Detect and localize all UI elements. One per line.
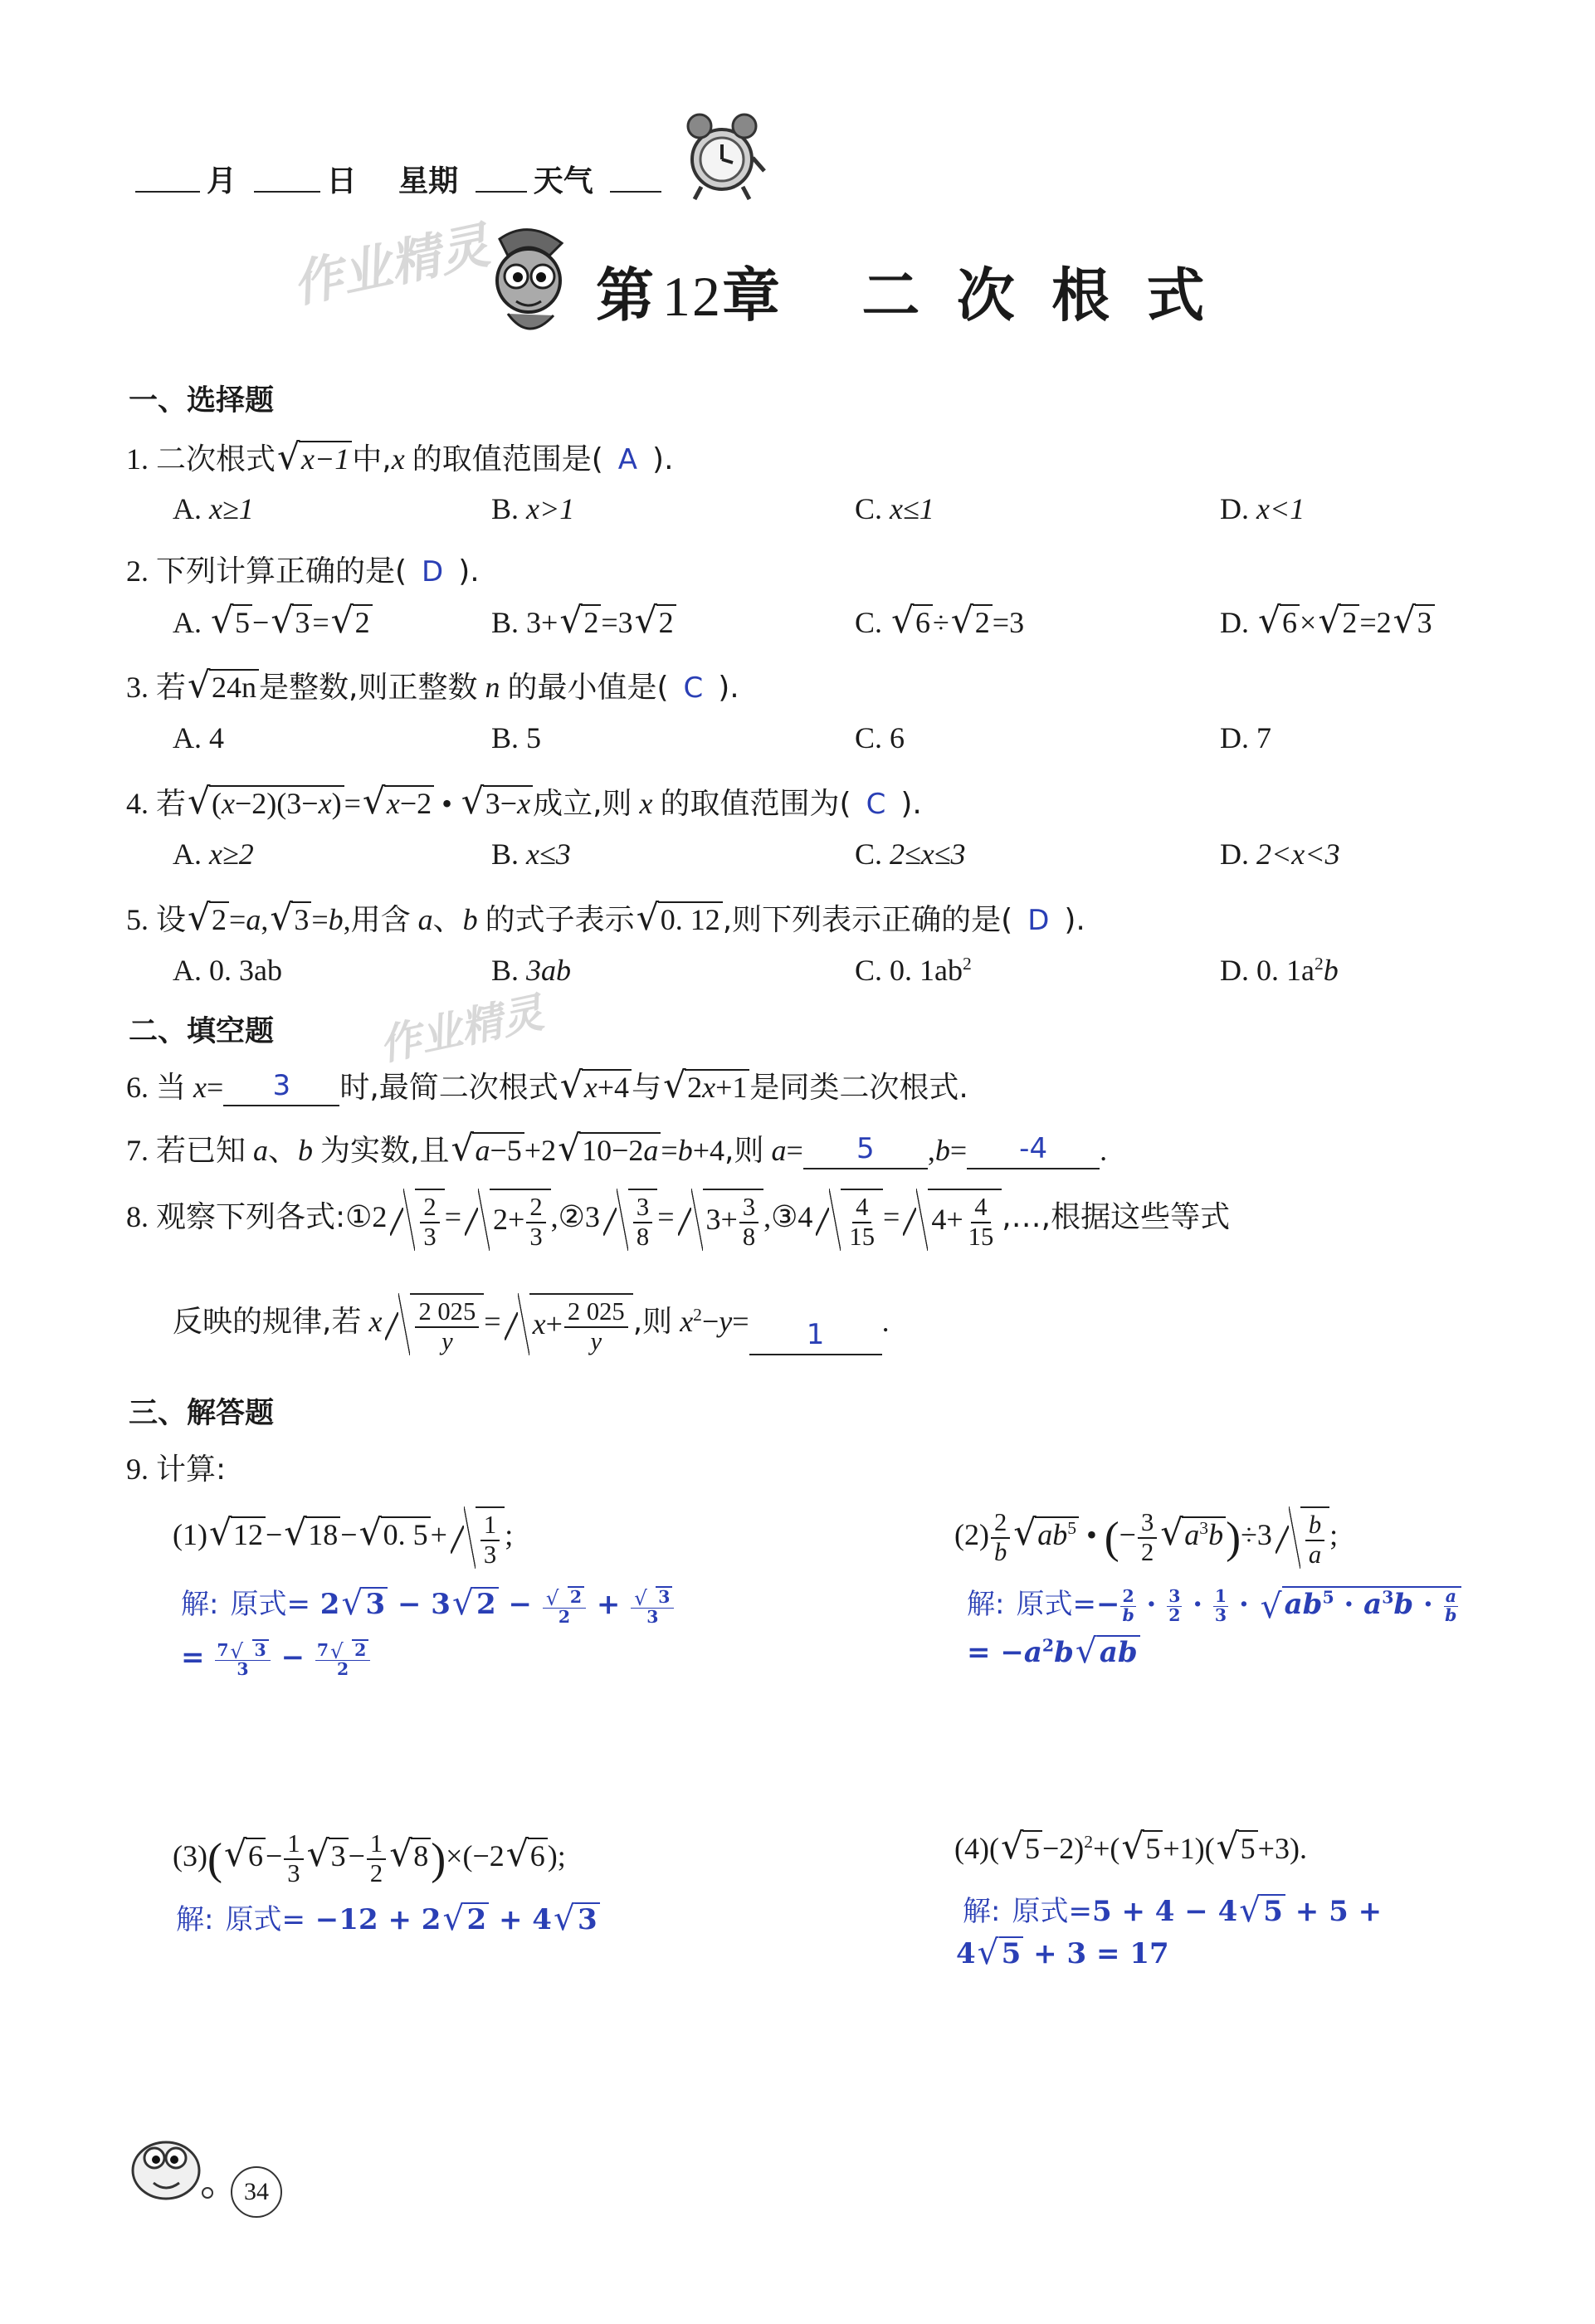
part-label: (3) [173,1838,207,1872]
question-7: 7. 若已知 a、b 为实数,且√ a−5+2√ 10−2a=b+4,则 a= 5 ,b= -4 . [126,1127,1107,1169]
q8-stem-3: 反映的规律,若 [173,1304,362,1339]
q7-end: . [1100,1134,1108,1167]
q9-2-solution-line-1: 解: 原式=− $\frac{2}{b}$ · $\frac{3}{2}$ · $\frac{1}{3}$ · √ $ab^5 \cdot a^3b$ · $\frac{a}{b}$ [967,1581,1461,1624]
q9-4-solution-line-1: 解: 原式=5 + 4 − 4√ 5 + 5 + [963,1888,1382,1929]
q1-radicand: x−1 [301,442,350,476]
q9-part-1: (1)√ 12−√ 18−√ 0. 5+ $\frac{1}{3}$ ; [173,1506,513,1569]
option-text: 3ab [526,954,572,987]
question-number: 5. [126,903,149,936]
option-text: 0. 1ab [890,954,963,987]
option-letter: C. [855,954,883,987]
question-number: 4. [126,787,149,820]
option-letter: B. [491,606,519,639]
option-text: x<1 [1256,492,1305,525]
option-letter: C. [855,837,883,871]
q2-end: ). [458,554,480,588]
option-letter: D. [1220,721,1249,754]
q5-stem-3: 的式子表示 [485,903,635,937]
solution-word: 原式= [1012,1895,1092,1928]
footer-mascot-icon [124,2125,216,2208]
question-9 [126,1446,226,1488]
option-text: 4 [209,721,224,754]
q6-stem-4: 是同类二次根式. [749,1071,968,1105]
date-line [129,158,668,200]
q6-answer: 3 [223,1073,339,1106]
q7-stem: 若已知 [156,1134,246,1168]
question-number: 7. [126,1134,149,1167]
part-label: (1) [173,1517,207,1551]
part-label: (2) [954,1517,989,1551]
question-number: 3. [126,671,149,704]
q2-option-b: B. 3+√ 2=3√ 2 [491,604,676,640]
q3-option-b [491,720,541,755]
chapter-prefix: 第 [596,261,662,330]
solution-word: 原式= [225,1903,305,1936]
month-blank [135,166,200,193]
question-number: 8. [126,1199,149,1233]
chapter-name: 二 次 根 式 [861,261,1213,330]
q9-stem: 计算: [156,1452,227,1487]
q4-stem-3: 的取值范围为( [660,787,851,821]
part-label: (4) [954,1832,989,1865]
solution-word: 原式= [1016,1588,1096,1621]
option-text: 5 [526,721,542,754]
day-label: 日 [326,164,357,198]
q5-option-c: C. 0. $1ab^2$ [855,954,972,987]
option-text: 7 [1256,721,1271,754]
q1-end: ). [652,442,674,476]
option-letter: D. [1220,954,1249,987]
option-text: x>1 [526,492,575,525]
section-fill-heading: 二、填空题 [129,1015,275,1048]
option-letter: A. [173,606,202,639]
question-number: 2. [126,554,149,588]
q1-option-a [173,491,254,526]
q7-stem-2: 为实数,且 [320,1134,450,1168]
chapter-number: 12 [662,265,722,328]
q9-part-2: (2) $\frac{2}{b}$ √ $ab^5$ • (− $\frac{3}{2}$ √ $a^3b)\div 3$ $\frac{b}{a}$ ; [954,1506,1338,1569]
option-letter: A. [173,954,202,987]
option-letter: B. [491,492,519,525]
option-text: x≤3 [526,837,571,871]
q9-part-3: (3)(√ 6− $\frac{1}{3}$ √ 3− $\frac{1}{2}$ √ 8)×(−2√ 6); [173,1830,566,1887]
solution-prefix: 解: [181,1588,219,1621]
q6-stem: 当 [156,1071,187,1105]
q4-option-d [1220,837,1340,872]
q3-option-d [1220,720,1271,755]
question-number: 9. [126,1452,149,1486]
q1-stem-2: 中, [352,442,392,476]
option-letter: C. [855,721,883,754]
option-text: 2≤x≤3 [890,837,966,871]
q3-stem-2: 是整数,则正整数 [259,671,478,705]
q5-end: ). [1064,903,1085,937]
question-6: 6. 当 x= 3 时,最简二次根式√ x+4与√ 2x+1是同类二次根式. [126,1064,968,1106]
option-letter: D. [1220,606,1249,639]
watermark-text: 作业精灵 [287,216,495,315]
q2-stem: 下列计算正确的是( [156,554,407,588]
option-letter: D. [1220,837,1249,871]
question-2 [126,548,480,590]
option-letter: A. [173,721,202,754]
section-choice-heading: 一、选择题 [129,384,275,417]
chapter-title [596,249,1213,333]
q1-stem: 二次根式 [156,442,276,476]
q5-option-a [173,953,282,988]
q9-1-solution-line-2: = $\frac{7√ 3}{3}$ − $\frac{7√ 2}{2}$ [181,1639,371,1679]
q5-stem: 设 [156,903,187,937]
q4-stem: 若 [156,787,187,821]
q4-option-c [855,837,966,872]
option-text: 0. 3ab [209,954,282,987]
chapter-suffix: 章 [722,261,788,330]
q1-stem-3: 的取值范围是( [412,442,603,476]
question-5: 5. 设√ 2=a,√ 3=b,用含 a、b 的式子表示√ 0. 12,则下列表示正确的是( D ). [126,896,1085,939]
q3-stem: 若 [156,671,187,705]
option-letter: C. [855,492,883,525]
q5-option-d: D. 0. $1a^2b$ [1220,954,1339,987]
question-8: 8. 观察下列各式:①2 $\frac{2}{3}$ = 2+ $\frac{2}{3}$ ,②3 $\frac{3}{8}$ = 3+ $\frac{3}{8}$ ,③4 $\frac{4}{15}$ = 4+ $\frac{4}{15}$ ,…,根据这些等式 [126,1189,1230,1251]
q9-2-solution-line-2: = $-a^2b√$ ab [967,1635,1140,1669]
q4-end: ). [900,787,922,821]
q2-answer: D [422,555,444,588]
day-blank [254,166,320,193]
q5-answer: D [1027,904,1050,937]
q8-stem: 观察下列各式: [156,1199,346,1234]
q9-1-solution-line-1: 解: 原式= 2√ 3 − 3√ 2 − √ $\frac{2}{2}$ + √ $\frac{3}{3}$ [181,1581,675,1626]
option-letter: A. [173,837,202,871]
q1-answer: A [617,443,638,476]
solution-prefix: 解: [963,1895,1001,1928]
solution-word: 原式= [230,1588,310,1621]
alarm-clock-icon [676,108,768,203]
question-number: 1. [126,442,149,476]
q8-stem-2: ,…,根据这些等式 [1002,1199,1231,1234]
q8-stem-4: ,则 [632,1304,673,1339]
q3-answer: C [683,671,704,705]
q4-option-b [491,837,571,872]
option-letter: C. [855,606,883,639]
option-letter: B. [491,954,519,987]
question-3: 3. 若√ 24n是整数,则正整数 n 的最小值是( C ). [126,664,739,706]
option-letter: B. [491,837,519,871]
q2-option-c: C. √ 6÷√ 2=3 [855,604,1024,640]
q9-3-solution: 解: 原式= −12 + 2√ 2 + 4√ 3 [176,1897,600,1937]
q1-option-c [855,491,934,526]
q3-radicand: 24n [209,669,259,705]
q6-stem-2: 时,最简二次根式 [339,1071,558,1105]
q3-stem-3: 的最小值是( [507,671,669,705]
q5-stem-2: 用含 [350,903,411,937]
section-solve-heading: 三、解答题 [129,1397,275,1430]
q1-option-d [1220,491,1305,526]
mascot-icon [483,222,574,343]
option-letter: D. [1220,492,1249,525]
q4-stem-2: 成立,则 [533,787,632,821]
option-letter: B. [491,721,519,754]
option-text: x≥1 [209,492,254,525]
q7-stem-3: ,则 [724,1134,764,1168]
q5-stem-4: ,则下列表示正确的是( [722,903,1013,937]
question-number: 6. [126,1071,149,1104]
page-number: 34 [231,2166,282,2218]
option-text: x≤1 [890,492,934,525]
month-label: 月 [207,164,237,198]
q8-answer: 1 [749,1322,882,1355]
solution-prefix: 解: [176,1903,214,1936]
q4-answer: C [866,788,886,821]
q3-end: ). [718,671,739,705]
question-4: 4. 若√ (x−2)(3−x)=√ x−2 • √ 3−x成立,则 x 的取值范围为( C ). [126,780,922,823]
weekday-label: 星期 [398,164,459,198]
q1-option-b [491,491,574,526]
option-text: x≥2 [209,837,254,871]
option-text: 6 [890,721,905,754]
option-text: 2<x<3 [1256,837,1340,871]
watermark-text-2: 作业精灵 [374,988,548,1071]
option-letter: A. [173,492,202,525]
q7-answer-a: 5 [803,1136,928,1169]
weekday-blank [476,166,527,193]
weather-blank [610,166,661,193]
question-8-line-2: 反映的规律,若 x $\frac{2 025}{y}$ = x+ $\frac{2 025}{y}$ ,则 $x^2-y= 1$ . [173,1293,890,1355]
q3-option-a [173,720,224,755]
weather-label: 天气 [533,164,593,198]
q6-stem-3: 与 [632,1071,662,1105]
q7-answer-b: -4 [967,1136,1100,1169]
q8-end: . [881,1304,890,1338]
q3-option-c [855,720,905,755]
option-text: 0. 1a [1256,954,1315,987]
solution-prefix: 解: [967,1588,1005,1621]
q2-option-d: D. √ 6×√ 2=2√ 3 [1220,604,1435,640]
question-1: 1. 二次根式√ x−1中,x 的取值范围是( A ). [126,436,674,478]
q9-4-solution-line-2: 4√ 5 + 3 = 17 [956,1936,1169,1970]
q9-part-4: (4)(√ 5−2)$^2$+(√ 5+1)(√ 5+3). [954,1830,1307,1866]
q2-option-a: A. √ 5−√ 3=√ 2 [173,604,373,640]
q4-option-a [173,837,254,872]
